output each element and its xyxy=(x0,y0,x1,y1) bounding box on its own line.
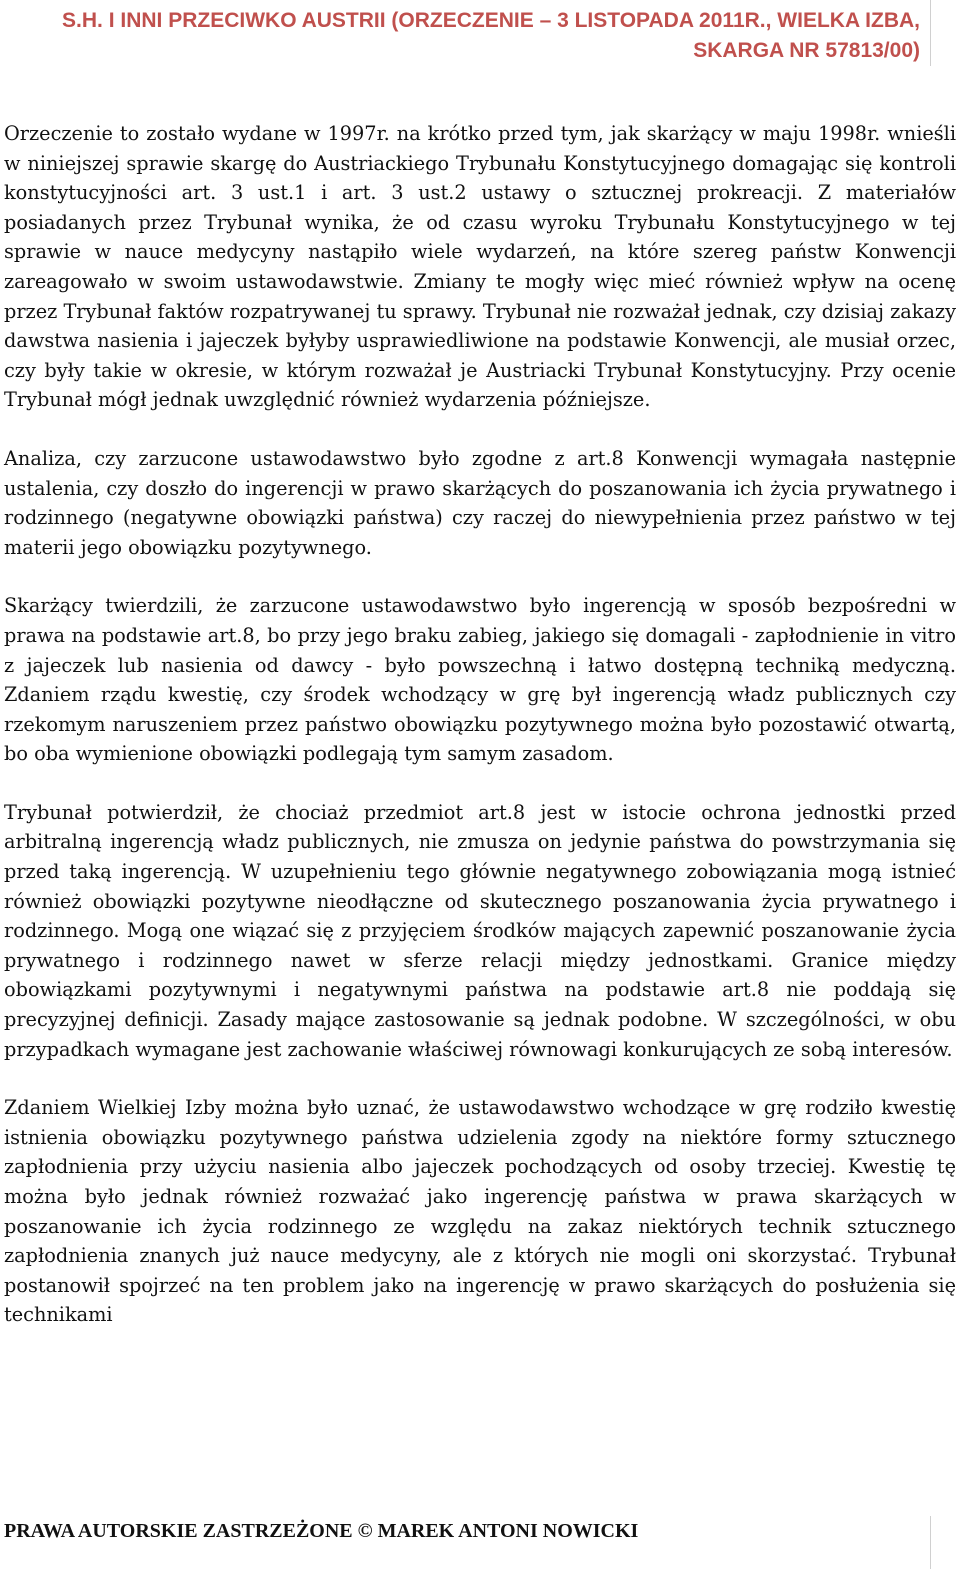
footer-copyright: PRAWA AUTORSKIE ZASTRZEŻONE © MAREK ANTONI NOWICKI xyxy=(4,1520,639,1542)
page-header xyxy=(0,0,960,66)
paragraph: Analiza, czy zarzucone ustawodawstwo było zgodne z art.8 Konwencji wymagała następnie ustalenia, czy doszło do ingerencji w prawo skarżących do poszanowania ich życia prywatnego i rodzinnego (negatywne obowiązki państwa) czy raczej do niewypełnienia przez państwo w tej materii jego obowiązku pozytywnego. xyxy=(4,446,956,559)
paragraph: Orzeczenie to zostało wydane w 1997r. na krótko przed tym, jak skarżący w maju 1998r. wnieśli w niniejszej sprawie skargę do Austriackiego Trybunału Konstytucyjnego domagając się kontroli konstytucyjności art. 3 ust.1 i art. 3 ust.2 ustawy o sztucznej prokreacji. Z materiałów posiadanych przez Trybunał wynika, że od czasu wyroku Trybunału Konstytucyjnego w tej sprawie w nauce medycyny nastąpiło wiele wydarzeń, na które szereg państw Konwencji zareagowało w swoim ustawodawstwie. Zmiany te mogły więc mieć również wpływ na ocenę przez Trybunał faktów rozpatrywanej tu sprawy. Trybunał nie rozważał jednak, czy dzisiaj zakazy dawstwa nasienia i jajeczek byłyby usprawiedliwione na podstawie Konwencji, ale musiał orzec, czy były takie w okresie, w którym rozważał je Austriacki Trybunał Konstytucyjny. Przy ocenie Trybunał mógł jednak uwzględnić również wydarzenia późniejsze. xyxy=(4,122,956,412)
header-divider xyxy=(930,0,931,66)
paragraph: Skarżący twierdzili, że zarzucone ustawodawstwo było ingerencją w sposób bezpośredni w prawa na podstawie art.8, bo przy jego braku zabieg, jakiego się domagali - zapłodnienie in vitro z jajeczek lub nasienia od dawcy - było powszechną i łatwo dostępną techniką medyczną. Zdaniem rządu kwestię, czy środek wchodzący w grę był ingerencją władz publicznych czy rzekomym naruszeniem przez państwo obowiązku pozytywnego można było pozostawić otwartą, bo oba wymienione obowiązki podlegają tym samym zasadom. xyxy=(4,594,956,766)
paragraph: Trybunał potwierdził, że chociaż przedmiot art.8 jest w istocie ochrona jednostki przed arbitralną ingerencją władz publicznych, nie zmusza on jedynie państwa do powstrzymania się przed taką ingerencją. W uzupełnieniu tego głównie negatywnego zobowiązania mogą istnieć również obowiązki pozytywne nieodłączne od skutecznego poszanowania życia prywatnego i rodzinnego. Mogą one wiązać się z przyjęciem środków mających zapewnić poszanowanie życia prywatnego i rodzinnego nawet w sferze relacji między jednostkami. Granice między obowiązkami pozytywnymi i negatywnymi państwa na podstawie art.8 nie poddają się precyzyjnej definicji. Zasady mające zastosowanie są jednak podobne. W szczególności, w obu przypadkach wymagane jest zachowanie właściwej równowagi konkurujących ze sobą interesów. xyxy=(4,800,956,1061)
paragraph: Zdaniem Wielkiej Izby można było uznać, że ustawodawstwo wchodzące w grę rodziło kwestię istnienia obowiązku pozytywnego państwa udzielenia zgody na niektóre formy sztucznego zapłodnienia przy użyciu nasienia albo jajeczek pochodzących od osoby trzeciej. Kwestię tę można było jednak również rozważać jako ingerencję państwa w prawa skarżących w poszanowanie ich życia rodzinnego ze względu na zakaz niektórych technik sztucznego zapłodnienia znanych już nauce medycyny, ale z których nie mogli oni skorzystać. Trybunał postanowił spojrzeć na ten problem jako na ingerencję w prawo skarżących do posłużenia się technikami xyxy=(4,1096,956,1327)
footer-divider xyxy=(930,1516,931,1569)
page-footer xyxy=(0,1512,960,1569)
header-title: S.H. I INNI PRZECIWKO AUSTRII (ORZECZENIE – 3 LISTOPADA 2011R., WIELKA IZBA, SKARGA NR 57813/00) xyxy=(62,9,920,62)
document-body xyxy=(4,119,956,1330)
